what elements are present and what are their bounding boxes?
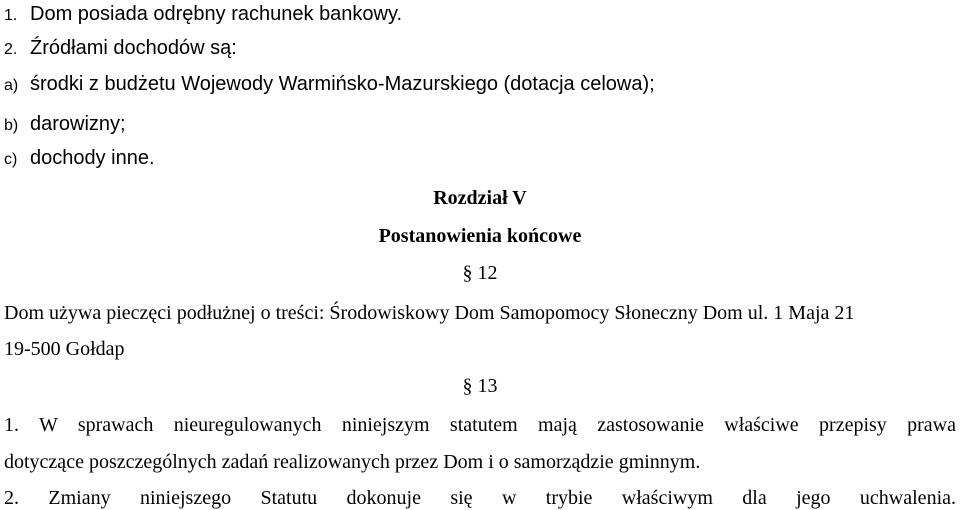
list-text: dochody inne. bbox=[30, 147, 155, 169]
section-12-text-line1: Dom używa pieczęci podłużnej o treści: Środowiskowy Dom Samopomocy Słoneczny Dom ul. 1 Maja 21 bbox=[4, 302, 855, 324]
chapter-title: Rozdział V bbox=[433, 187, 527, 209]
list-marker: c) bbox=[4, 151, 18, 168]
list-item-c bbox=[4, 146, 155, 172]
list-item-2 bbox=[4, 36, 237, 62]
section-13-p1-line2: dotyczące poszczególnych zadań realizowanych przez Dom i o samorządzie gminnym. bbox=[4, 451, 701, 473]
list-marker: a) bbox=[4, 77, 19, 94]
chapter-subtitle: Postanowienia końcowe bbox=[378, 225, 582, 247]
list-item-1 bbox=[4, 2, 402, 28]
section-12-symbol: § 12 bbox=[462, 262, 498, 284]
list-item-b bbox=[4, 112, 126, 138]
section-13-symbol: § 13 bbox=[462, 375, 498, 397]
section-13-p2-line1: 2. Zmiany niniejszego Statutu dokonuje się w trybie właściwym dla jego uchwalenia. bbox=[4, 487, 956, 509]
section-12-text-line2: 19-500 Gołdap bbox=[4, 338, 125, 360]
list-item-a bbox=[4, 72, 655, 98]
list-text: Dom posiada odrębny rachunek bankowy. bbox=[30, 3, 403, 25]
list-text: Źródłami dochodów są: bbox=[30, 37, 237, 59]
list-text: darowizny; bbox=[30, 113, 126, 135]
list-marker: b) bbox=[4, 117, 19, 134]
list-text: środki z budżetu Wojewody Warmińsko-Mazurskiego (dotacja celowa); bbox=[30, 73, 655, 95]
list-marker: 1. bbox=[4, 7, 18, 24]
section-13-p1-line1: 1. W sprawach nieuregulowanych niniejszym statutem mają zastosowanie właściwe przepisy prawa bbox=[4, 414, 956, 436]
list-marker: 2. bbox=[4, 41, 18, 58]
